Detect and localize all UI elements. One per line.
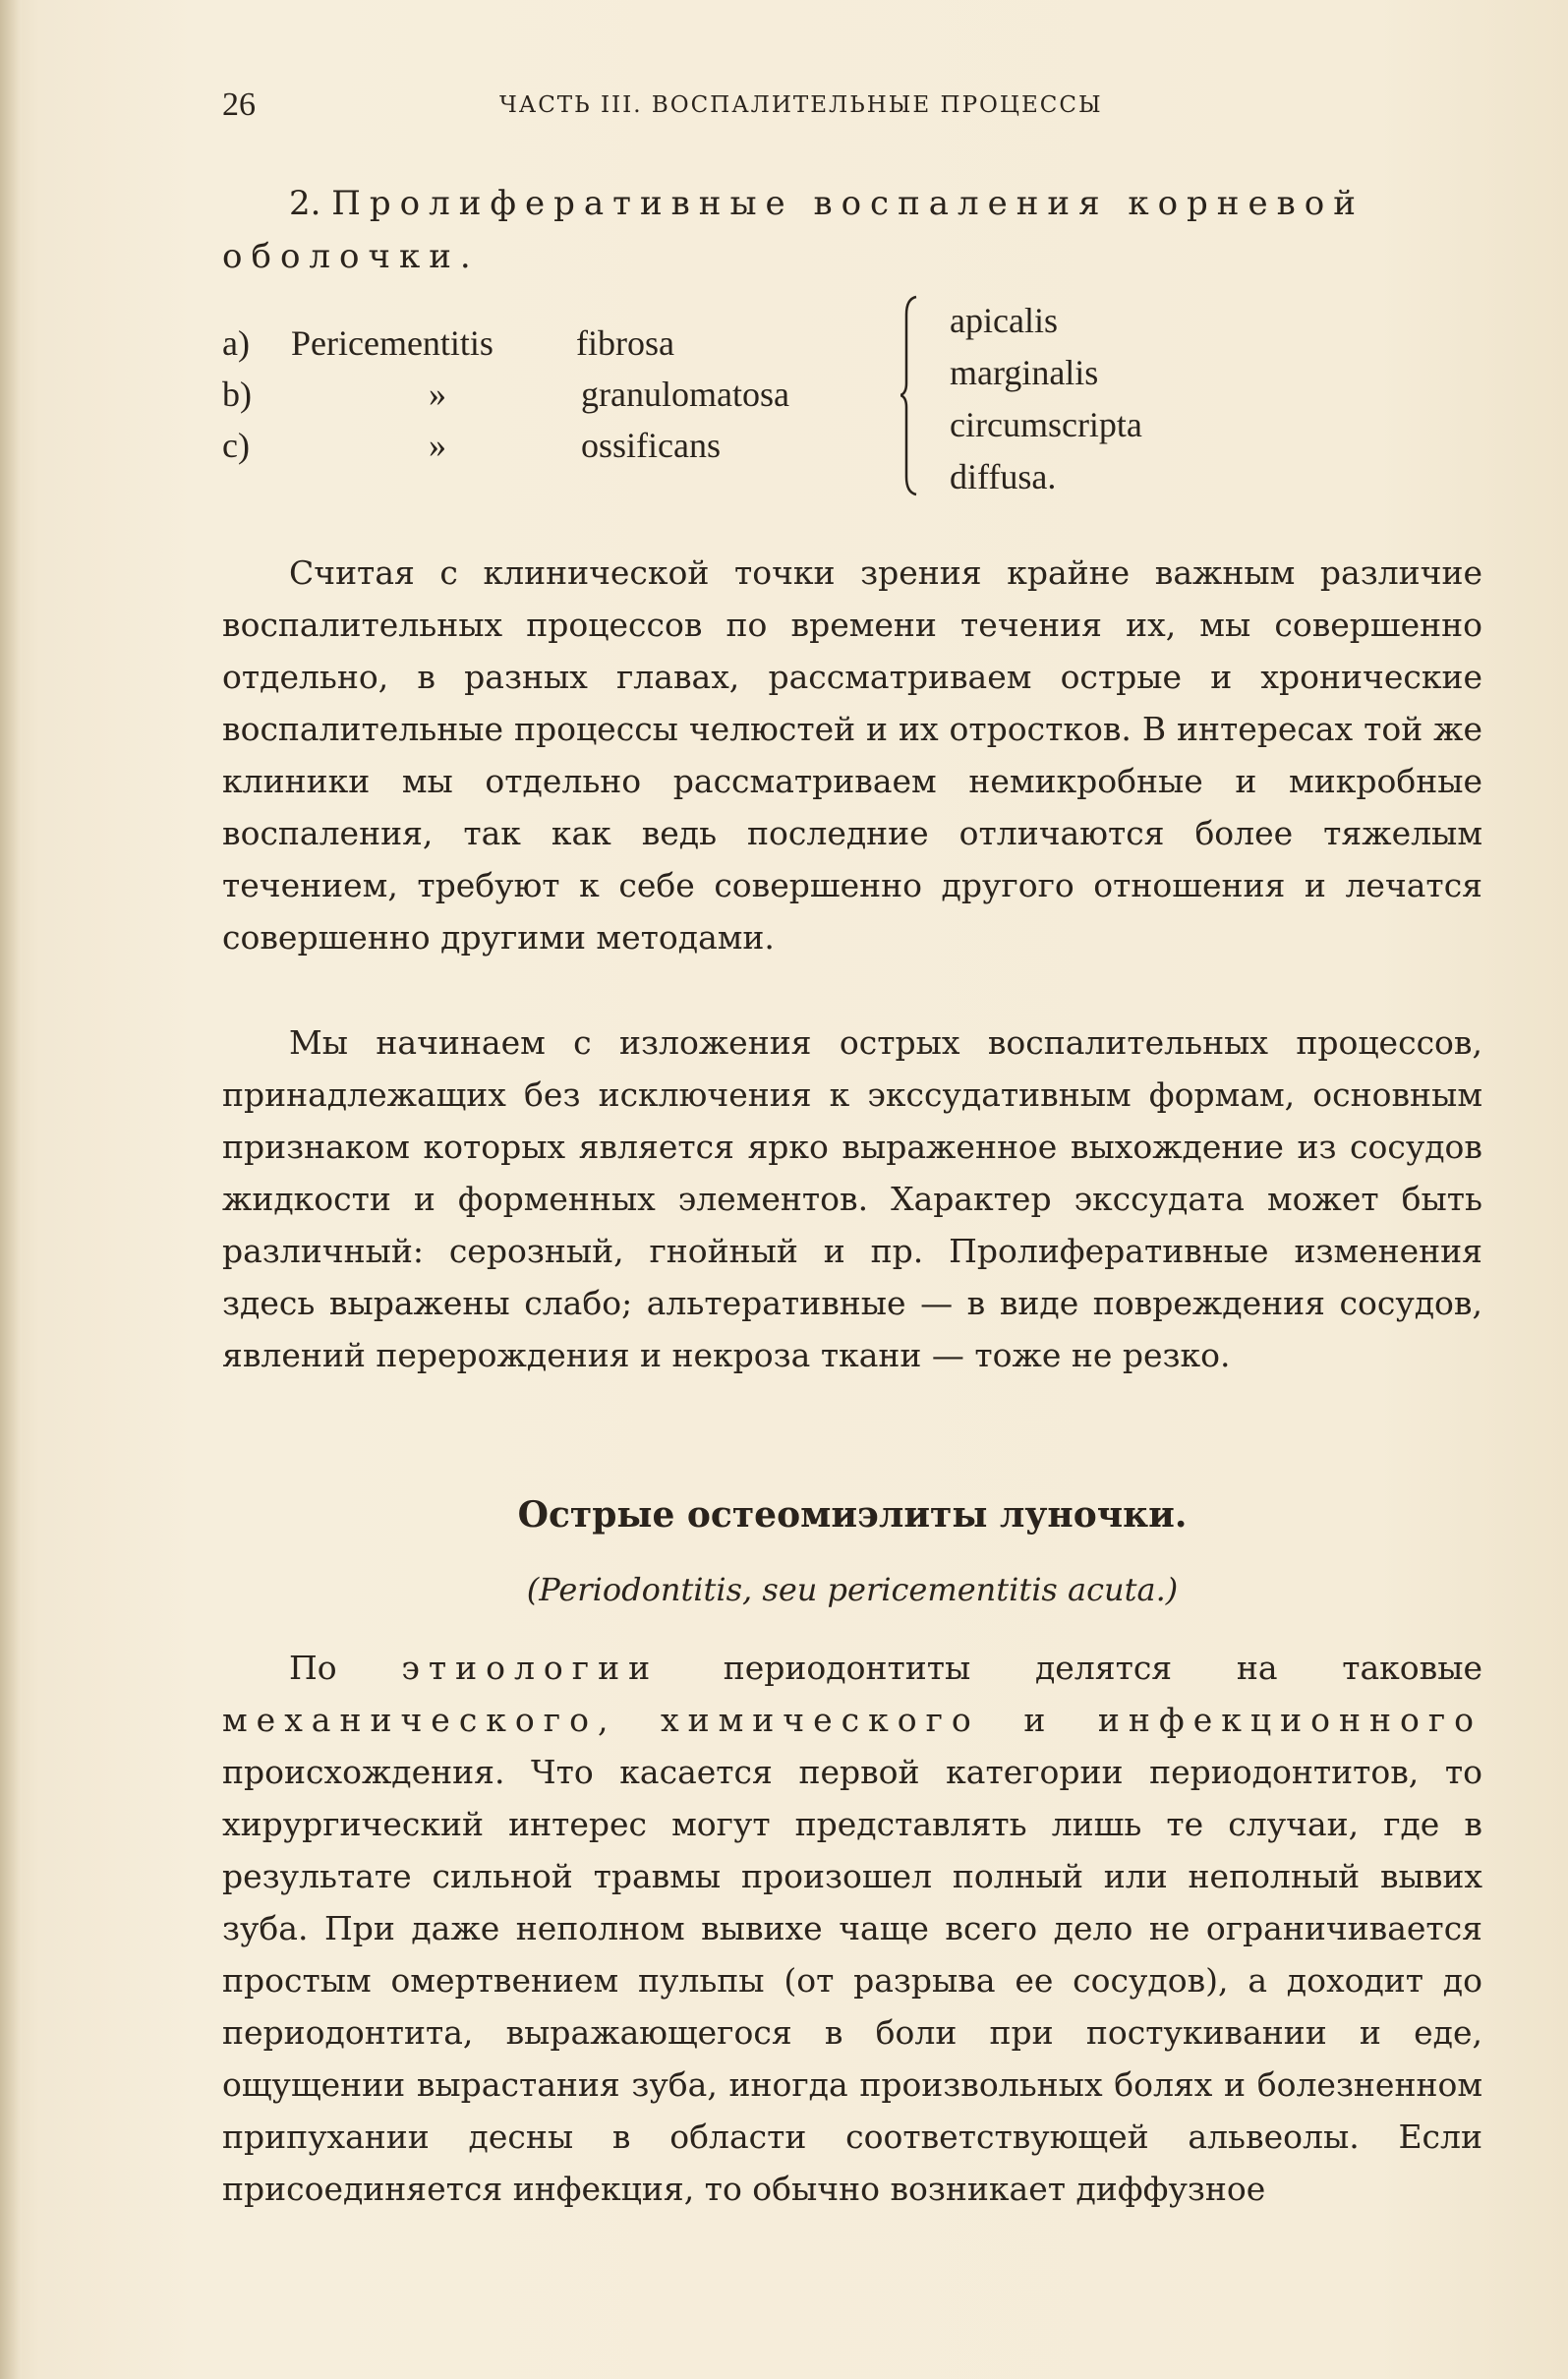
page-number: 26 <box>222 87 256 123</box>
subsection-heading <box>222 177 1482 283</box>
row-ditto-mark: » <box>429 375 446 414</box>
row-adjective: ossificans <box>581 426 721 465</box>
variant-item: marginalis <box>950 353 1099 392</box>
row-letter: a) <box>222 323 250 363</box>
curly-brace-icon <box>900 295 920 496</box>
row-letter: c) <box>222 426 250 465</box>
spaced-term-origins: механического, химического и инфекционного <box>222 1701 1482 1739</box>
classification-block <box>222 295 1284 501</box>
book-spine-shadow <box>0 0 22 2379</box>
section-title: Острые остеомиэлиты луночки. <box>517 1494 1188 1536</box>
paragraph-1: Считая с клинической точки зрения крайне важным различие воспалительных процессов по времени течения их, мы совершенно отдельно, в разных главах, рассматриваем острые и хронические воспалительные процессы челюстей и их отростков. В интересах той же клиники мы отдельно рассматриваем немикробные и микробные воспаления, так как ведь последние отличаются более тяжелым течением, требуют к себе совершенно другого отношения и лечатся совершенно другими методами. <box>222 553 1482 957</box>
paragraph-mid: периодонтиты делятся на таковые <box>723 1649 1482 1687</box>
row-ditto-mark: » <box>429 426 446 465</box>
row-adjective: fibrosa <box>576 323 674 363</box>
variant-item: circumscripta <box>950 405 1142 444</box>
spaced-term-etiology: этиологии <box>401 1649 660 1687</box>
section-subtitle: (Periodontitis, seu pericementitis acuta.) <box>526 1571 1179 1608</box>
row-adjective: granulomatosa <box>581 375 789 414</box>
subsection-title: Пролиферативные воспаления корневой оболочки. <box>222 184 1365 276</box>
row-term: Pericementitis <box>291 323 494 363</box>
paragraph-3 <box>222 1642 1482 2215</box>
running-head: ЧАСТЬ III. ВОСПАЛИТЕЛЬНЫЕ ПРОЦЕССЫ <box>499 92 1103 118</box>
variant-item: apicalis <box>950 301 1058 340</box>
page-header <box>222 87 1490 126</box>
paragraph-rest: происхождения. Что касается первой категории периодонтитов, то хирургический интерес могут представлять лишь те случаи, где в результате сильной травмы произошел полный или неполный вывих зуба. При даже неполном вывихе чаще всего дело не ограничивается простым омертвением пульпы (от разрыва ее сосудов), а доходит до периодонтита, выражающегося в боли при постукивании и еде, ощущении вырастания зуба, иногда произвольных болях и болезненном припухании десны в области соответствующей альвеолы. Если присоединяется инфекция, то обычно возникает диффузное <box>222 1753 1482 2208</box>
variant-item: diffusa. <box>950 457 1057 496</box>
row-letter: b) <box>222 375 252 414</box>
variant-list <box>950 295 1142 503</box>
paragraph-2: Мы начинаем с изложения острых воспалительных процессов, принадлежащих без исключения к экссудативным формам, основным признаком которых является ярко выраженное выхождение из сосудов жидкости и форменных элементов. Характер экссудата может быть различный: серозный, гнойный и пр. Пролиферативные изменения здесь выражены слабо; альтеративные — в виде повреждения сосудов, явлений перерождения и некроза ткани — тоже не резко. <box>222 1023 1482 1374</box>
subsection-number: 2. <box>289 184 321 223</box>
paragraph-lead: По <box>289 1649 337 1687</box>
